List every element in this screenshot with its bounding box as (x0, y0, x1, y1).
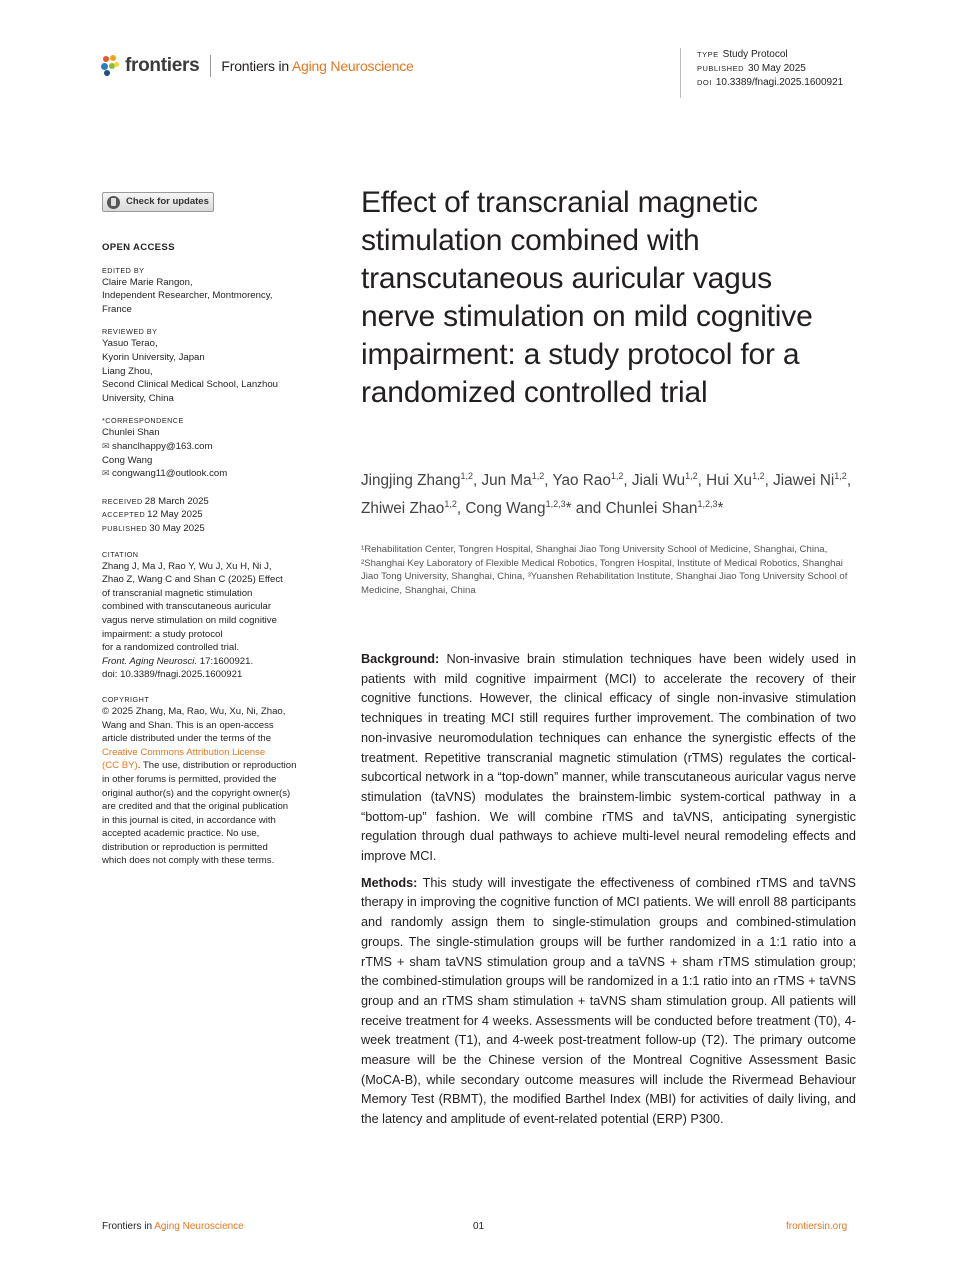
frontiers-logo-icon (101, 55, 121, 77)
citation-label: CITATION (102, 549, 139, 559)
author-name[interactable]: Chunlei Shan (605, 499, 698, 517)
author-separator: * (717, 499, 724, 517)
doi-link[interactable]: 10.3389/fnagi.2025.1600921 (715, 77, 844, 88)
author-affiliation-marker: 1,2 (610, 471, 624, 481)
author-separator: , (764, 472, 774, 490)
article-meta (680, 48, 843, 98)
license-link[interactable]: Creative Commons Attribution License (CC BY) (102, 746, 266, 772)
published-date: PUBLISHED 30 May 2025 (102, 523, 205, 534)
author-name[interactable]: Jiali Wu (631, 472, 686, 490)
abstract-methods: Methods: This study will investigate the effectiveness of combined rTMS and taVNS therapy in improving the cognitive function of MCI patients. We will enroll 88 participants and randomly assign them to single-stimulation groups and combined-stimulation groups. The single-stimulation groups will be further randomized in a 1:1 ratio into a rTMS + sham taVNS stimulation group and a taVNS + sham rTMS stimulation group; the combined-stimulation groups will be randomized in a 1:1 ratio into an rTMS + taVNS group and an rTMS sham stimulation + taVNS sham stimulation group. All patients will receive treatment for 4 weeks. Assessments will be conducted before treatment (T0), 4-week treatment (T1), and 4-week post-treatment follow-up (T2). The primary outcome measure will be the Chinese version of the Montreal Cognitive Assessment Basic (MoCA-B), while secondary outcome measures will include the Rivermead Behaviour Memory Test (RBMT), the modified Barthel Index (MBI) for activities of daily living, and the latency and amplitude of event-related potential (ERP) P300. (361, 875, 856, 1127)
accepted-date: ACCEPTED 12 May 2025 (102, 509, 203, 521)
header-divider (210, 55, 211, 77)
edited-by-label: EDITED BY (102, 265, 145, 275)
correspondence-label: *CORRESPONDENCE (102, 416, 184, 426)
citation-text: Zhang J, Ma J, Rao Y, Wu J, Xu H, Ni J, Zhao Z, Wang C and Shan C (2025) Effect of transcranial magnetic stimulation combined with transcutaneous auricular vagus nerve stimulation on mild cognitive impairment: a study protocol for a randomized controlled trial. Front. Aging Neurosci. 17:1600921. doi: 10.3389/fnagi.2025.1600921 (102, 560, 283, 681)
frontiers-wordmark: frontiers (125, 55, 200, 76)
open-access-label: OPEN ACCESS (102, 242, 175, 254)
author-affiliation-marker: 1,2 (752, 471, 765, 481)
frontiers-logo[interactable] (101, 54, 414, 78)
author-separator: , (623, 472, 632, 490)
author-affiliation-marker: 1,2 (444, 498, 457, 509)
author-affiliation-marker: 1,2 (685, 471, 698, 481)
meta-published: PUBLISHED 30 May 2025 (697, 63, 806, 74)
copyright-text: © 2025 Zhang, Ma, Rao, Wu, Xu, Ni, Zhao, Wang and Shan. This is an open-access article distributed under the terms of the Creative Commons Attribution License (CC BY). The use, distribution or reproduction in other forums is permitted, provided the original author(s) and the copyright owner(s) are credited and that the original publication in this journal is cited, in accordance with accepted academic practice. No use, distribution or reproduction is permitted which does not comply with these terms. (102, 705, 297, 867)
author-separator: * and (565, 499, 606, 517)
author-name[interactable]: Jun Ma (481, 472, 532, 490)
footer-journal: Frontiers in Aging Neuroscience (102, 1221, 244, 1232)
author-name[interactable]: Hui Xu (706, 472, 753, 490)
author-affiliation-marker: 1,2 (531, 471, 545, 481)
meta-type: TYPE Study Protocol (697, 49, 788, 60)
article-dates (102, 495, 327, 536)
sidebar (102, 192, 327, 868)
check-updates-icon (107, 196, 120, 209)
author-affiliation-marker: 1,2 (834, 471, 847, 481)
meta-doi: DOI 10.3389/fnagi.2025.1600921 (697, 77, 844, 88)
author-name[interactable]: Jiawei Ni (773, 472, 835, 490)
correspondent-email[interactable]: ✉ shanclhappy@163.com (102, 440, 327, 454)
author-separator: , (456, 499, 466, 517)
author-affiliation-marker: 1,2,3 (697, 498, 718, 509)
page-number: 01 (473, 1221, 485, 1232)
author-affiliation-marker: 1,2,3 (545, 498, 566, 509)
author-separator: , (846, 472, 852, 490)
received-date: RECEIVED 28 March 2025 (102, 495, 209, 507)
correspondent-email[interactable]: ✉ congwang11@outlook.com (102, 467, 327, 481)
correspondent-name: Cong Wang (102, 454, 153, 466)
author-name[interactable]: Zhiwei Zhao (361, 499, 445, 517)
footer-site-link[interactable]: frontiersin.org (786, 1221, 848, 1232)
journal-title: Frontiers in Aging Neuroscience (221, 58, 414, 74)
reviewed-by-label: REVIEWED BY (102, 327, 158, 337)
author-separator: , (473, 472, 482, 490)
abstract (361, 650, 856, 1137)
copyright-label: COPYRIGHT (102, 694, 150, 704)
check-for-updates-button[interactable]: Check for updates (102, 192, 214, 212)
reviewed-by-text: Yasuo Terao, Kyorin University, Japan Liang Zhou, Second Clinical Medical School, Lanzhou University, China (102, 338, 278, 404)
abstract-background: Background: Non-invasive brain stimulation techniques have been widely used in patients with mild cognitive impairment (MCI) to accelerate the recovery of their cognitive functions. However, the clinical efficacy of single non-invasive stimulation techniques in treating MCI still requires further improvement. The combination of two non-invasive neuromodulation techniques can enhance the synergistic effects of the treatment. Repetitive transcranial magnetic stimulation (rTMS) regulates the cortical-subcortical network in a “top-down” manner, while transcutaneous auricular vagus nerve stimulation (taVNS) modulates the brainstem-limbic system-cortical pathway in a “bottom-up” fashion. We will combine rTMS and taVNS, anticipating synergistic regulation through dual pathways to achieve multi-level neural remodeling effects and improve MCI. (361, 652, 856, 864)
edited-by-text: Claire Marie Rangon, Independent Researcher, Montmorency, France (102, 276, 273, 315)
author-list (361, 465, 856, 520)
author-separator: , (544, 472, 553, 490)
correspondent-name: Chunlei Shan (102, 427, 160, 439)
author-separator: , (697, 472, 707, 490)
author-name[interactable]: Yao Rao (552, 472, 611, 490)
affiliations: ¹Rehabilitation Center, Tongren Hospital, Shanghai Jiao Tong University School of Medicine, Shanghai, China, ²Shanghai Key Laboratory of Flexible Medical Robotics, Tongren Hospital, Institute of Medical Robotics, Shanghai Jiao Tong University, Shanghai, China, ³Yuanshen Rehabilitation Institute, Shanghai Jiao Tong University School of Medicine, Shanghai, China (361, 544, 848, 596)
author-name[interactable]: Jingjing Zhang (361, 472, 461, 490)
author-name[interactable]: Cong Wang (465, 499, 546, 517)
author-affiliation-marker: 1,2 (460, 471, 474, 481)
article-title: Effect of transcranial magnetic stimulation combined with transcutaneous auricular vagus nerve stimulation on mild cognitive impairment: a study protocol for a randomized controlled trial (361, 186, 813, 409)
